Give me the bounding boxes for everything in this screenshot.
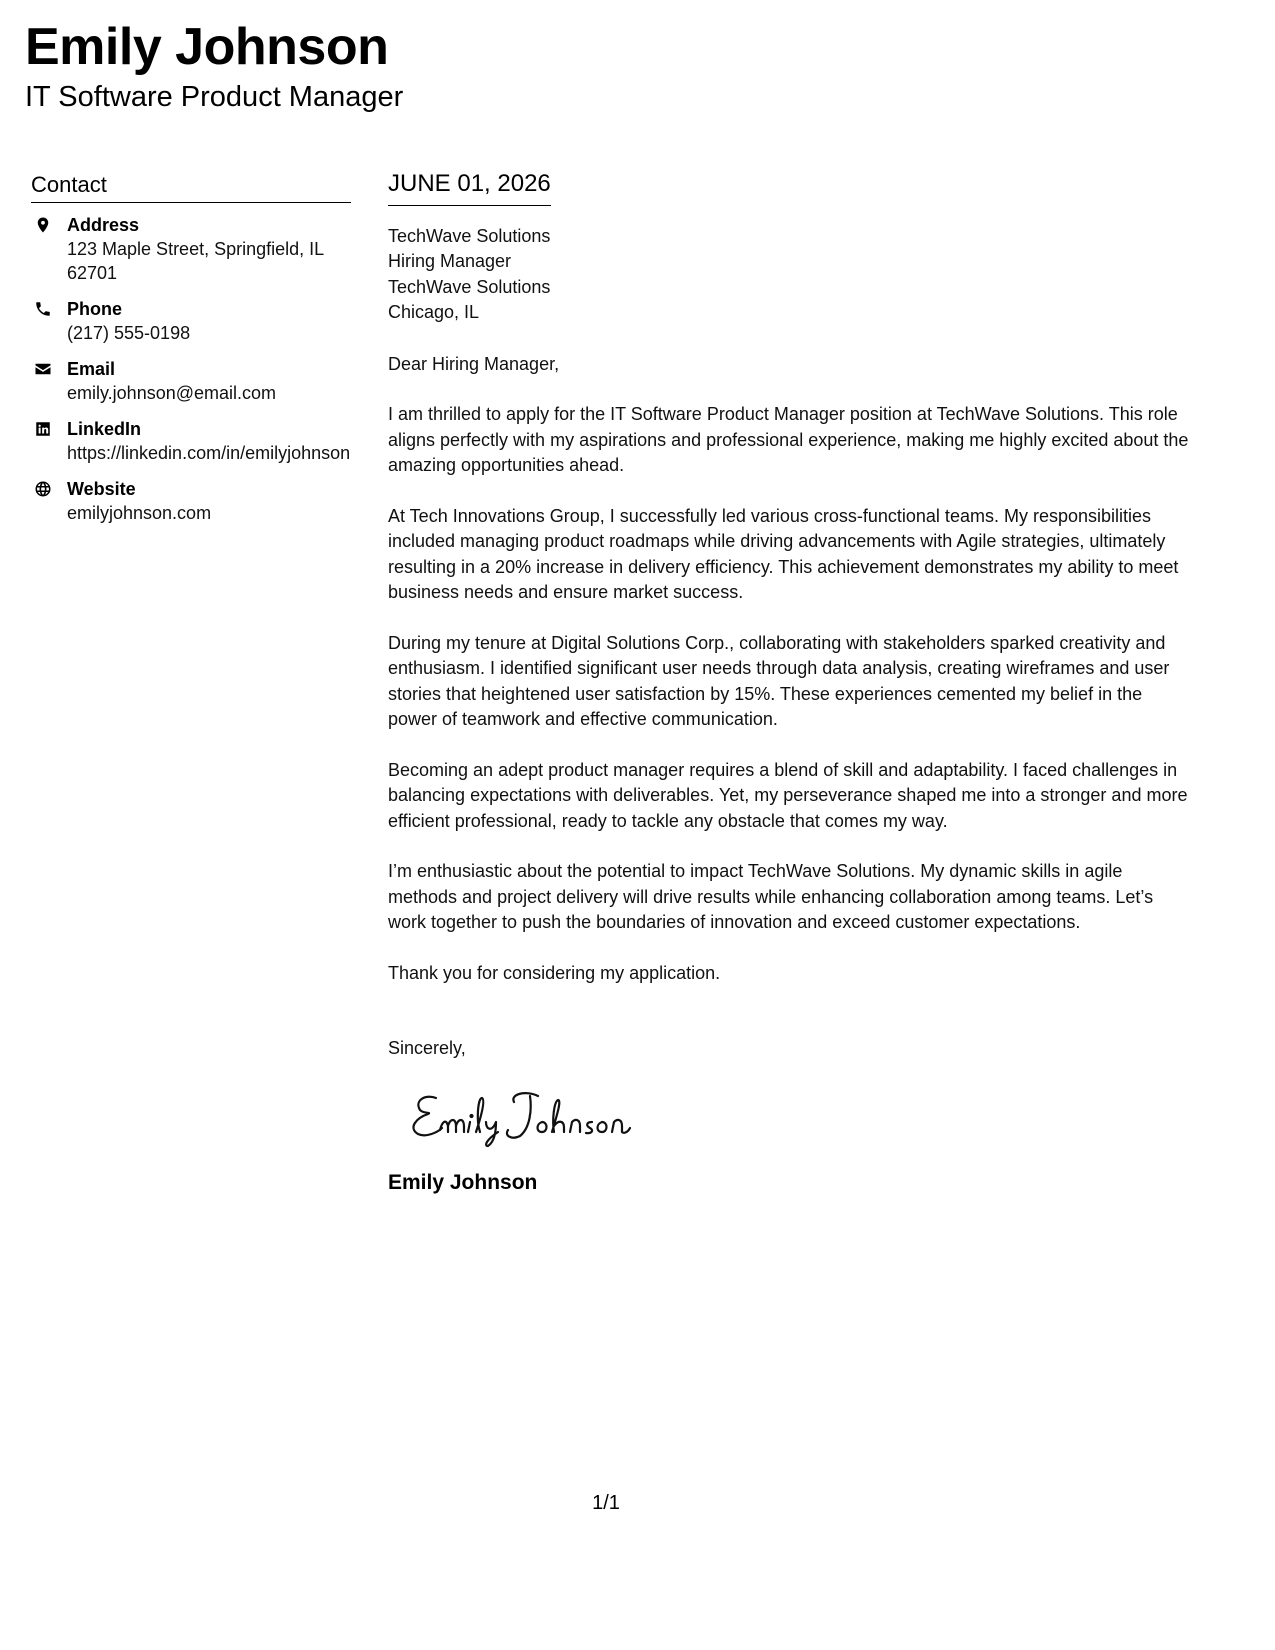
contact-label: Website (67, 479, 136, 500)
contact-label: Address (67, 215, 140, 236)
contact-label: LinkedIn (67, 419, 142, 440)
candidate-name: Emily Johnson (25, 18, 389, 76)
linkedin-icon (31, 417, 55, 440)
contact-sidebar (31, 172, 351, 537)
job-title: IT Software Product Manager (25, 81, 404, 113)
greeting: Dear Hiring Manager, (388, 353, 560, 374)
contact-item-phone (31, 297, 351, 345)
sign-off: Sincerely, (388, 1038, 466, 1059)
recipient-line: TechWave Solutions (388, 225, 551, 246)
website-link[interactable]: emilyjohnson.com (67, 503, 212, 524)
letter-date: JUNE 01, 2026 (388, 170, 551, 206)
envelope-icon (31, 357, 55, 380)
page-number: 1/1 (592, 1492, 620, 1514)
cover-letter-body (388, 170, 1193, 1195)
contact-label: Phone (67, 299, 123, 320)
contact-label: Email (67, 359, 116, 380)
contact-item-address (31, 213, 351, 285)
phone-value[interactable]: (217) 555-0198 (67, 323, 191, 344)
location-pin-icon (31, 213, 55, 236)
recipient-line: Chicago, IL (388, 302, 480, 323)
body-paragraph: I’m enthusiastic about the potential to impact TechWave Solutions. My dynamic skills in agile methods and project delivery will drive results while enhancing collaboration among teams. Let’s work together to push the boundaries of innovation and exceed customer expectations. (388, 861, 1154, 933)
address-value: 123 Maple Street, Springfield, IL 62701 (67, 239, 324, 284)
linkedin-link[interactable]: https://linkedin.com/in/emilyjohnson (67, 443, 351, 464)
contact-item-linkedin (31, 417, 351, 465)
phone-icon (31, 297, 55, 320)
signed-name: Emily Johnson (388, 1170, 538, 1194)
contact-heading: Contact (31, 172, 351, 203)
contact-item-email (31, 357, 351, 405)
contact-item-website (31, 477, 351, 525)
handwritten-signature (406, 1080, 636, 1150)
recipient-block (388, 224, 1193, 326)
body-paragraph: I am thrilled to apply for the IT Software Product Manager position at TechWave Solutions. This role aligns perfectly with my aspirations and professional experience, making me highly excited about the amazing opportunities ahead. (388, 404, 1189, 476)
body-paragraph: During my tenure at Digital Solutions Corp., collaborating with stakeholders sparked creativity and enthusiasm. I identified significant user needs through data analysis, creating wireframes and user stories that heightened user satisfaction by 15%. These experiences cemented my belief in the power of teamwork and effective communication. (388, 632, 1170, 730)
body-paragraph: At Tech Innovations Group, I successfully led various cross-functional teams. My responsibilities included managing product roadmaps while driving advancements with Agile strategies, ultimately resulting in a 20% increase in delivery efficiency. This achievement demonstrates my ability to meet business needs and ensure market success. (388, 505, 1179, 603)
closing-thanks: Thank you for considering my application. (388, 962, 721, 983)
body-paragraph: Becoming an adept product manager requires a blend of skill and adaptability. I faced challenges in balancing expectations with deliverables. Yet, my perseverance shaped me into a stronger and more efficient professional, ready to tackle any obstacle that comes my way. (388, 759, 1188, 831)
recipient-line: Hiring Manager (388, 251, 512, 272)
globe-icon (31, 477, 55, 500)
email-value[interactable]: emily.johnson@email.com (67, 383, 277, 404)
recipient-line: TechWave Solutions (388, 276, 551, 297)
